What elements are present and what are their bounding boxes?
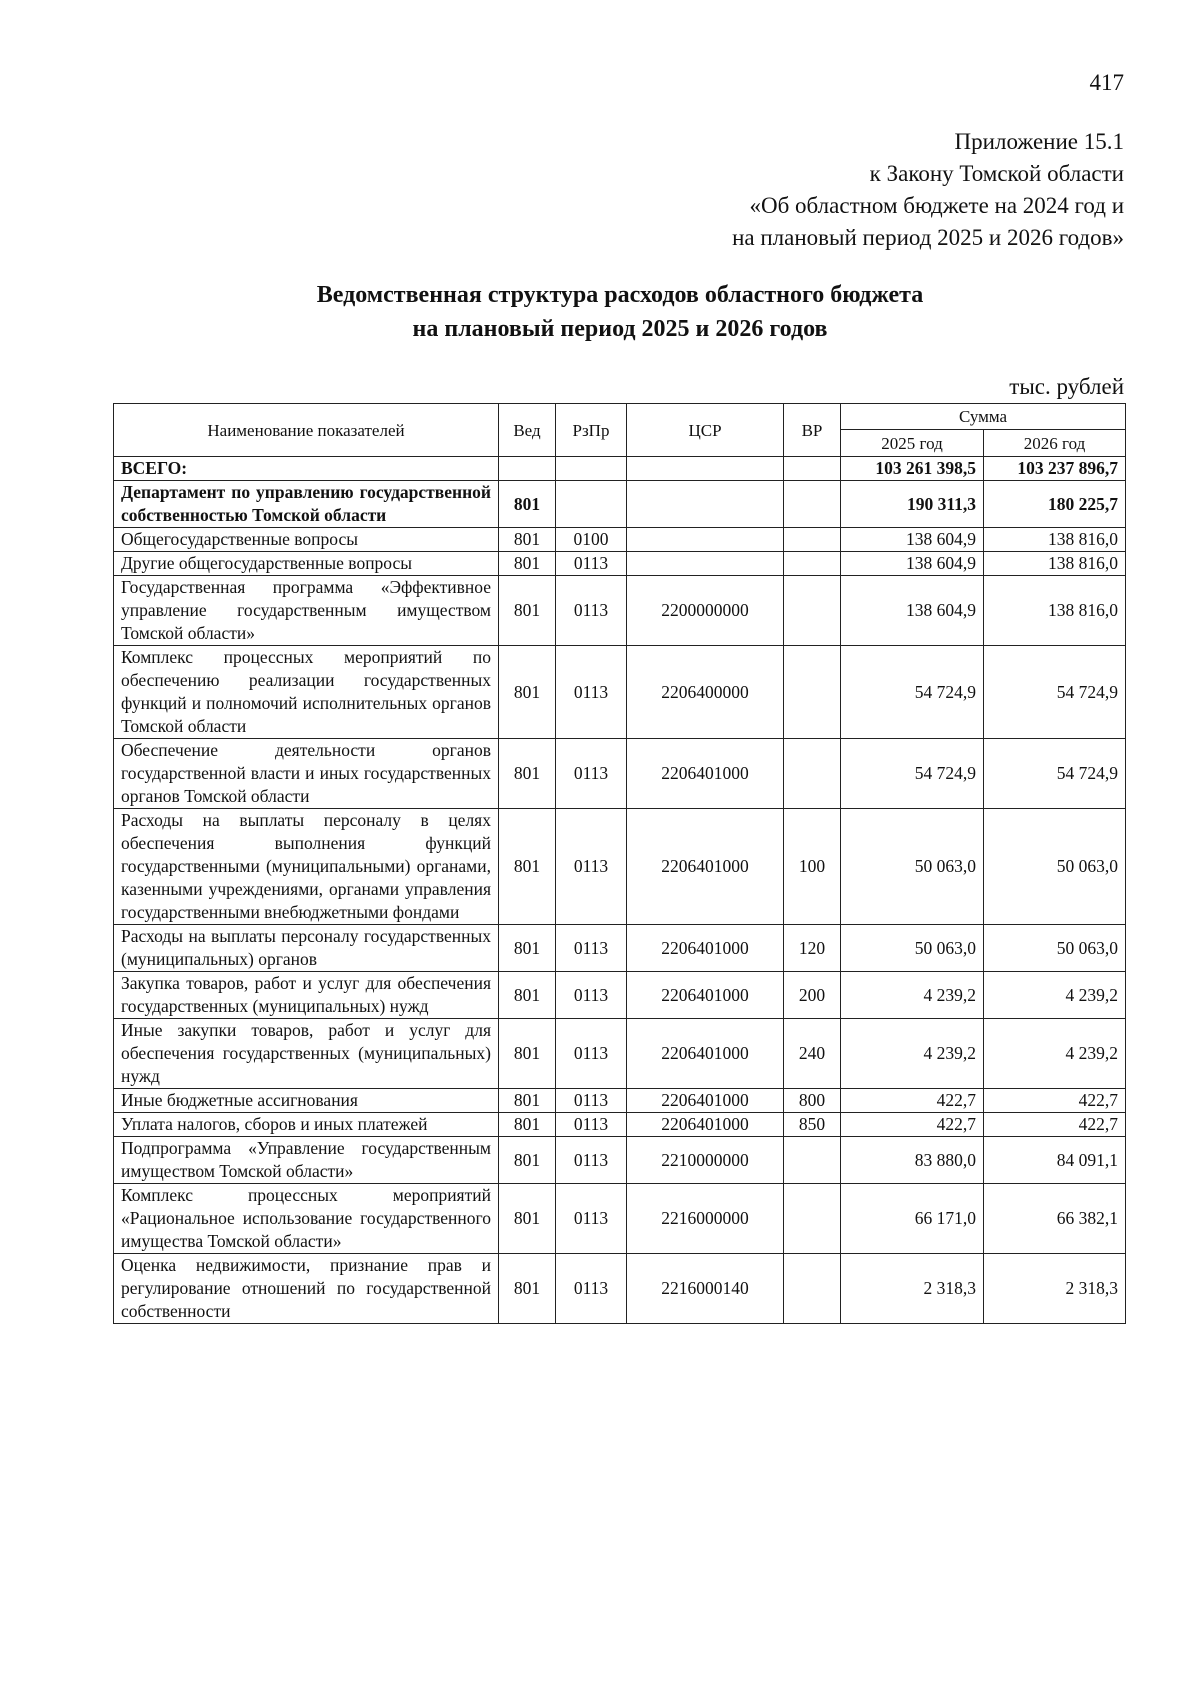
cell-csr bbox=[627, 528, 784, 552]
table-row bbox=[114, 809, 1126, 925]
table-row bbox=[114, 576, 1126, 646]
cell-amount-2025: 138 604,9 bbox=[841, 528, 984, 552]
appendix-line: на плановый период 2025 и 2026 годов» bbox=[732, 225, 1124, 250]
page-number: 417 bbox=[1089, 70, 1124, 95]
table-row bbox=[114, 972, 1126, 1019]
cell-vr: 100 bbox=[784, 809, 841, 925]
cell-name: Комплекс процессных мероприятий «Рациональное использование государственного имущества Томской области» bbox=[114, 1184, 499, 1254]
cell-ved bbox=[499, 457, 556, 481]
cell-amount-2025: 50 063,0 bbox=[841, 925, 984, 972]
cell-amount-2026: 180 225,7 bbox=[984, 481, 1126, 528]
table-row bbox=[114, 1184, 1126, 1254]
cell-name: Департамент по управлению государственной собственностью Томской области bbox=[114, 481, 499, 528]
cell-amount-2025: 138 604,9 bbox=[841, 552, 984, 576]
cell-rzpr: 0113 bbox=[556, 972, 627, 1019]
cell-amount-2025: 422,7 bbox=[841, 1113, 984, 1137]
appendix-line: Приложение 15.1 bbox=[954, 129, 1124, 154]
cell-name: Расходы на выплаты персоналу в целях обеспечения выполнения функций государственными (муниципальными) органами, казенными учреждениями, органами управления государственными внебюджетными фондами bbox=[114, 809, 499, 925]
cell-amount-2026: 422,7 bbox=[984, 1113, 1126, 1137]
cell-ved: 801 bbox=[499, 552, 556, 576]
cell-rzpr bbox=[556, 457, 627, 481]
cell-rzpr: 0113 bbox=[556, 1254, 627, 1324]
cell-amount-2026: 103 237 896,7 bbox=[984, 457, 1126, 481]
cell-name: Комплекс процессных мероприятий по обеспечению реализации государственных функций и полномочий исполнительных органов Томской области bbox=[114, 646, 499, 739]
cell-amount-2026: 4 239,2 bbox=[984, 1019, 1126, 1089]
cell-csr: 2216000000 bbox=[627, 1184, 784, 1254]
budget-table bbox=[113, 403, 1126, 1324]
header-sum: Сумма bbox=[841, 404, 1126, 430]
cell-ved: 801 bbox=[499, 481, 556, 528]
table-row bbox=[114, 481, 1126, 528]
cell-amount-2026: 54 724,9 bbox=[984, 739, 1126, 809]
table-row bbox=[114, 646, 1126, 739]
cell-rzpr: 0113 bbox=[556, 1089, 627, 1113]
title-line: Ведомственная структура расходов областного бюджета bbox=[316, 282, 924, 308]
table-header bbox=[114, 404, 1126, 457]
cell-vr bbox=[784, 739, 841, 809]
cell-csr bbox=[627, 457, 784, 481]
cell-rzpr: 0113 bbox=[556, 646, 627, 739]
header-vr: ВР bbox=[784, 404, 841, 457]
cell-amount-2025: 54 724,9 bbox=[841, 646, 984, 739]
cell-amount-2026: 138 816,0 bbox=[984, 552, 1126, 576]
cell-amount-2025: 4 239,2 bbox=[841, 1019, 984, 1089]
cell-amount-2025: 138 604,9 bbox=[841, 576, 984, 646]
cell-amount-2026: 50 063,0 bbox=[984, 809, 1126, 925]
cell-csr: 2206401000 bbox=[627, 1019, 784, 1089]
cell-csr bbox=[627, 552, 784, 576]
cell-ved: 801 bbox=[499, 739, 556, 809]
cell-ved: 801 bbox=[499, 972, 556, 1019]
cell-name: Иные бюджетные ассигнования bbox=[114, 1089, 499, 1113]
header-name: Наименование показателей bbox=[114, 404, 499, 457]
cell-amount-2025: 50 063,0 bbox=[841, 809, 984, 925]
cell-vr: 800 bbox=[784, 1089, 841, 1113]
cell-rzpr: 0113 bbox=[556, 552, 627, 576]
table-row bbox=[114, 739, 1126, 809]
cell-amount-2026: 138 816,0 bbox=[984, 528, 1126, 552]
cell-amount-2025: 103 261 398,5 bbox=[841, 457, 984, 481]
cell-rzpr: 0113 bbox=[556, 739, 627, 809]
cell-csr: 2206401000 bbox=[627, 925, 784, 972]
cell-name: Уплата налогов, сборов и иных платежей bbox=[114, 1113, 499, 1137]
table-row bbox=[114, 1254, 1126, 1324]
cell-rzpr: 0100 bbox=[556, 528, 627, 552]
cell-csr: 2210000000 bbox=[627, 1137, 784, 1184]
title-line: на плановый период 2025 и 2026 годов bbox=[412, 316, 828, 342]
cell-csr: 2206401000 bbox=[627, 809, 784, 925]
cell-rzpr: 0113 bbox=[556, 576, 627, 646]
cell-amount-2026: 4 239,2 bbox=[984, 972, 1126, 1019]
cell-name: Расходы на выплаты персоналу государственных (муниципальных) органов bbox=[114, 925, 499, 972]
cell-rzpr: 0113 bbox=[556, 1137, 627, 1184]
table-row bbox=[114, 925, 1126, 972]
cell-ved: 801 bbox=[499, 925, 556, 972]
cell-name: Другие общегосударственные вопросы bbox=[114, 552, 499, 576]
cell-ved: 801 bbox=[499, 1113, 556, 1137]
cell-csr: 2200000000 bbox=[627, 576, 784, 646]
cell-amount-2025: 422,7 bbox=[841, 1089, 984, 1113]
table-body bbox=[114, 457, 1126, 1324]
cell-csr: 2206401000 bbox=[627, 1113, 784, 1137]
cell-amount-2025: 2 318,3 bbox=[841, 1254, 984, 1324]
cell-name: Закупка товаров, работ и услуг для обеспечения государственных (муниципальных) нужд bbox=[114, 972, 499, 1019]
cell-ved: 801 bbox=[499, 1019, 556, 1089]
cell-vr: 200 bbox=[784, 972, 841, 1019]
cell-ved: 801 bbox=[499, 1184, 556, 1254]
table-row bbox=[114, 457, 1126, 481]
cell-name: Общегосударственные вопросы bbox=[114, 528, 499, 552]
cell-ved: 801 bbox=[499, 1137, 556, 1184]
cell-ved: 801 bbox=[499, 528, 556, 552]
cell-amount-2026: 50 063,0 bbox=[984, 925, 1126, 972]
header-csr: ЦСР bbox=[627, 404, 784, 457]
cell-csr: 2206401000 bbox=[627, 1089, 784, 1113]
cell-name: Подпрограмма «Управление государственным имуществом Томской области» bbox=[114, 1137, 499, 1184]
table-row bbox=[114, 1019, 1126, 1089]
header-rzpr: РзПр bbox=[556, 404, 627, 457]
cell-ved: 801 bbox=[499, 1254, 556, 1324]
cell-vr bbox=[784, 1184, 841, 1254]
cell-amount-2025: 54 724,9 bbox=[841, 739, 984, 809]
cell-amount-2025: 4 239,2 bbox=[841, 972, 984, 1019]
cell-vr bbox=[784, 528, 841, 552]
units-label: тыс. рублей bbox=[1009, 374, 1124, 399]
cell-vr bbox=[784, 457, 841, 481]
appendix-line: к Закону Томской области bbox=[869, 161, 1124, 186]
cell-csr: 2206400000 bbox=[627, 646, 784, 739]
cell-rzpr: 0113 bbox=[556, 1184, 627, 1254]
cell-name: Обеспечение деятельности органов государственной власти и иных государственных органов Томской области bbox=[114, 739, 499, 809]
cell-amount-2026: 66 382,1 bbox=[984, 1184, 1126, 1254]
cell-name: Государственная программа «Эффективное управление государственным имуществом Томской области» bbox=[114, 576, 499, 646]
header-year-2026: 2026 год bbox=[984, 430, 1126, 457]
table-row bbox=[114, 552, 1126, 576]
cell-vr bbox=[784, 1137, 841, 1184]
cell-amount-2026: 54 724,9 bbox=[984, 646, 1126, 739]
cell-csr bbox=[627, 481, 784, 528]
cell-vr: 850 bbox=[784, 1113, 841, 1137]
cell-rzpr: 0113 bbox=[556, 1019, 627, 1089]
cell-amount-2025: 83 880,0 bbox=[841, 1137, 984, 1184]
cell-name: ВСЕГО: bbox=[114, 457, 499, 481]
cell-rzpr: 0113 bbox=[556, 809, 627, 925]
cell-ved: 801 bbox=[499, 1089, 556, 1113]
cell-amount-2026: 84 091,1 bbox=[984, 1137, 1126, 1184]
cell-vr bbox=[784, 552, 841, 576]
cell-csr: 2216000140 bbox=[627, 1254, 784, 1324]
cell-name: Иные закупки товаров, работ и услуг для обеспечения государственных (муниципальных) нужд bbox=[114, 1019, 499, 1089]
cell-vr bbox=[784, 646, 841, 739]
cell-amount-2026: 422,7 bbox=[984, 1089, 1126, 1113]
table-row bbox=[114, 1113, 1126, 1137]
cell-rzpr bbox=[556, 481, 627, 528]
cell-amount-2025: 66 171,0 bbox=[841, 1184, 984, 1254]
cell-amount-2025: 190 311,3 bbox=[841, 481, 984, 528]
cell-ved: 801 bbox=[499, 576, 556, 646]
header-year-2025: 2025 год bbox=[841, 430, 984, 457]
appendix-reference bbox=[732, 126, 1124, 254]
document-title bbox=[0, 278, 1200, 346]
cell-csr: 2206401000 bbox=[627, 972, 784, 1019]
table-row bbox=[114, 1137, 1126, 1184]
cell-amount-2026: 2 318,3 bbox=[984, 1254, 1126, 1324]
cell-vr bbox=[784, 576, 841, 646]
cell-name: Оценка недвижимости, признание прав и регулирование отношений по государственной собственности bbox=[114, 1254, 499, 1324]
header-ved: Вед bbox=[499, 404, 556, 457]
cell-amount-2026: 138 816,0 bbox=[984, 576, 1126, 646]
cell-rzpr: 0113 bbox=[556, 1113, 627, 1137]
cell-csr: 2206401000 bbox=[627, 739, 784, 809]
cell-vr bbox=[784, 481, 841, 528]
appendix-line: «Об областном бюджете на 2024 год и bbox=[749, 193, 1124, 218]
table-row bbox=[114, 1089, 1126, 1113]
cell-vr bbox=[784, 1254, 841, 1324]
cell-vr: 120 bbox=[784, 925, 841, 972]
cell-ved: 801 bbox=[499, 646, 556, 739]
cell-ved: 801 bbox=[499, 809, 556, 925]
cell-rzpr: 0113 bbox=[556, 925, 627, 972]
table-row bbox=[114, 528, 1126, 552]
cell-vr: 240 bbox=[784, 1019, 841, 1089]
